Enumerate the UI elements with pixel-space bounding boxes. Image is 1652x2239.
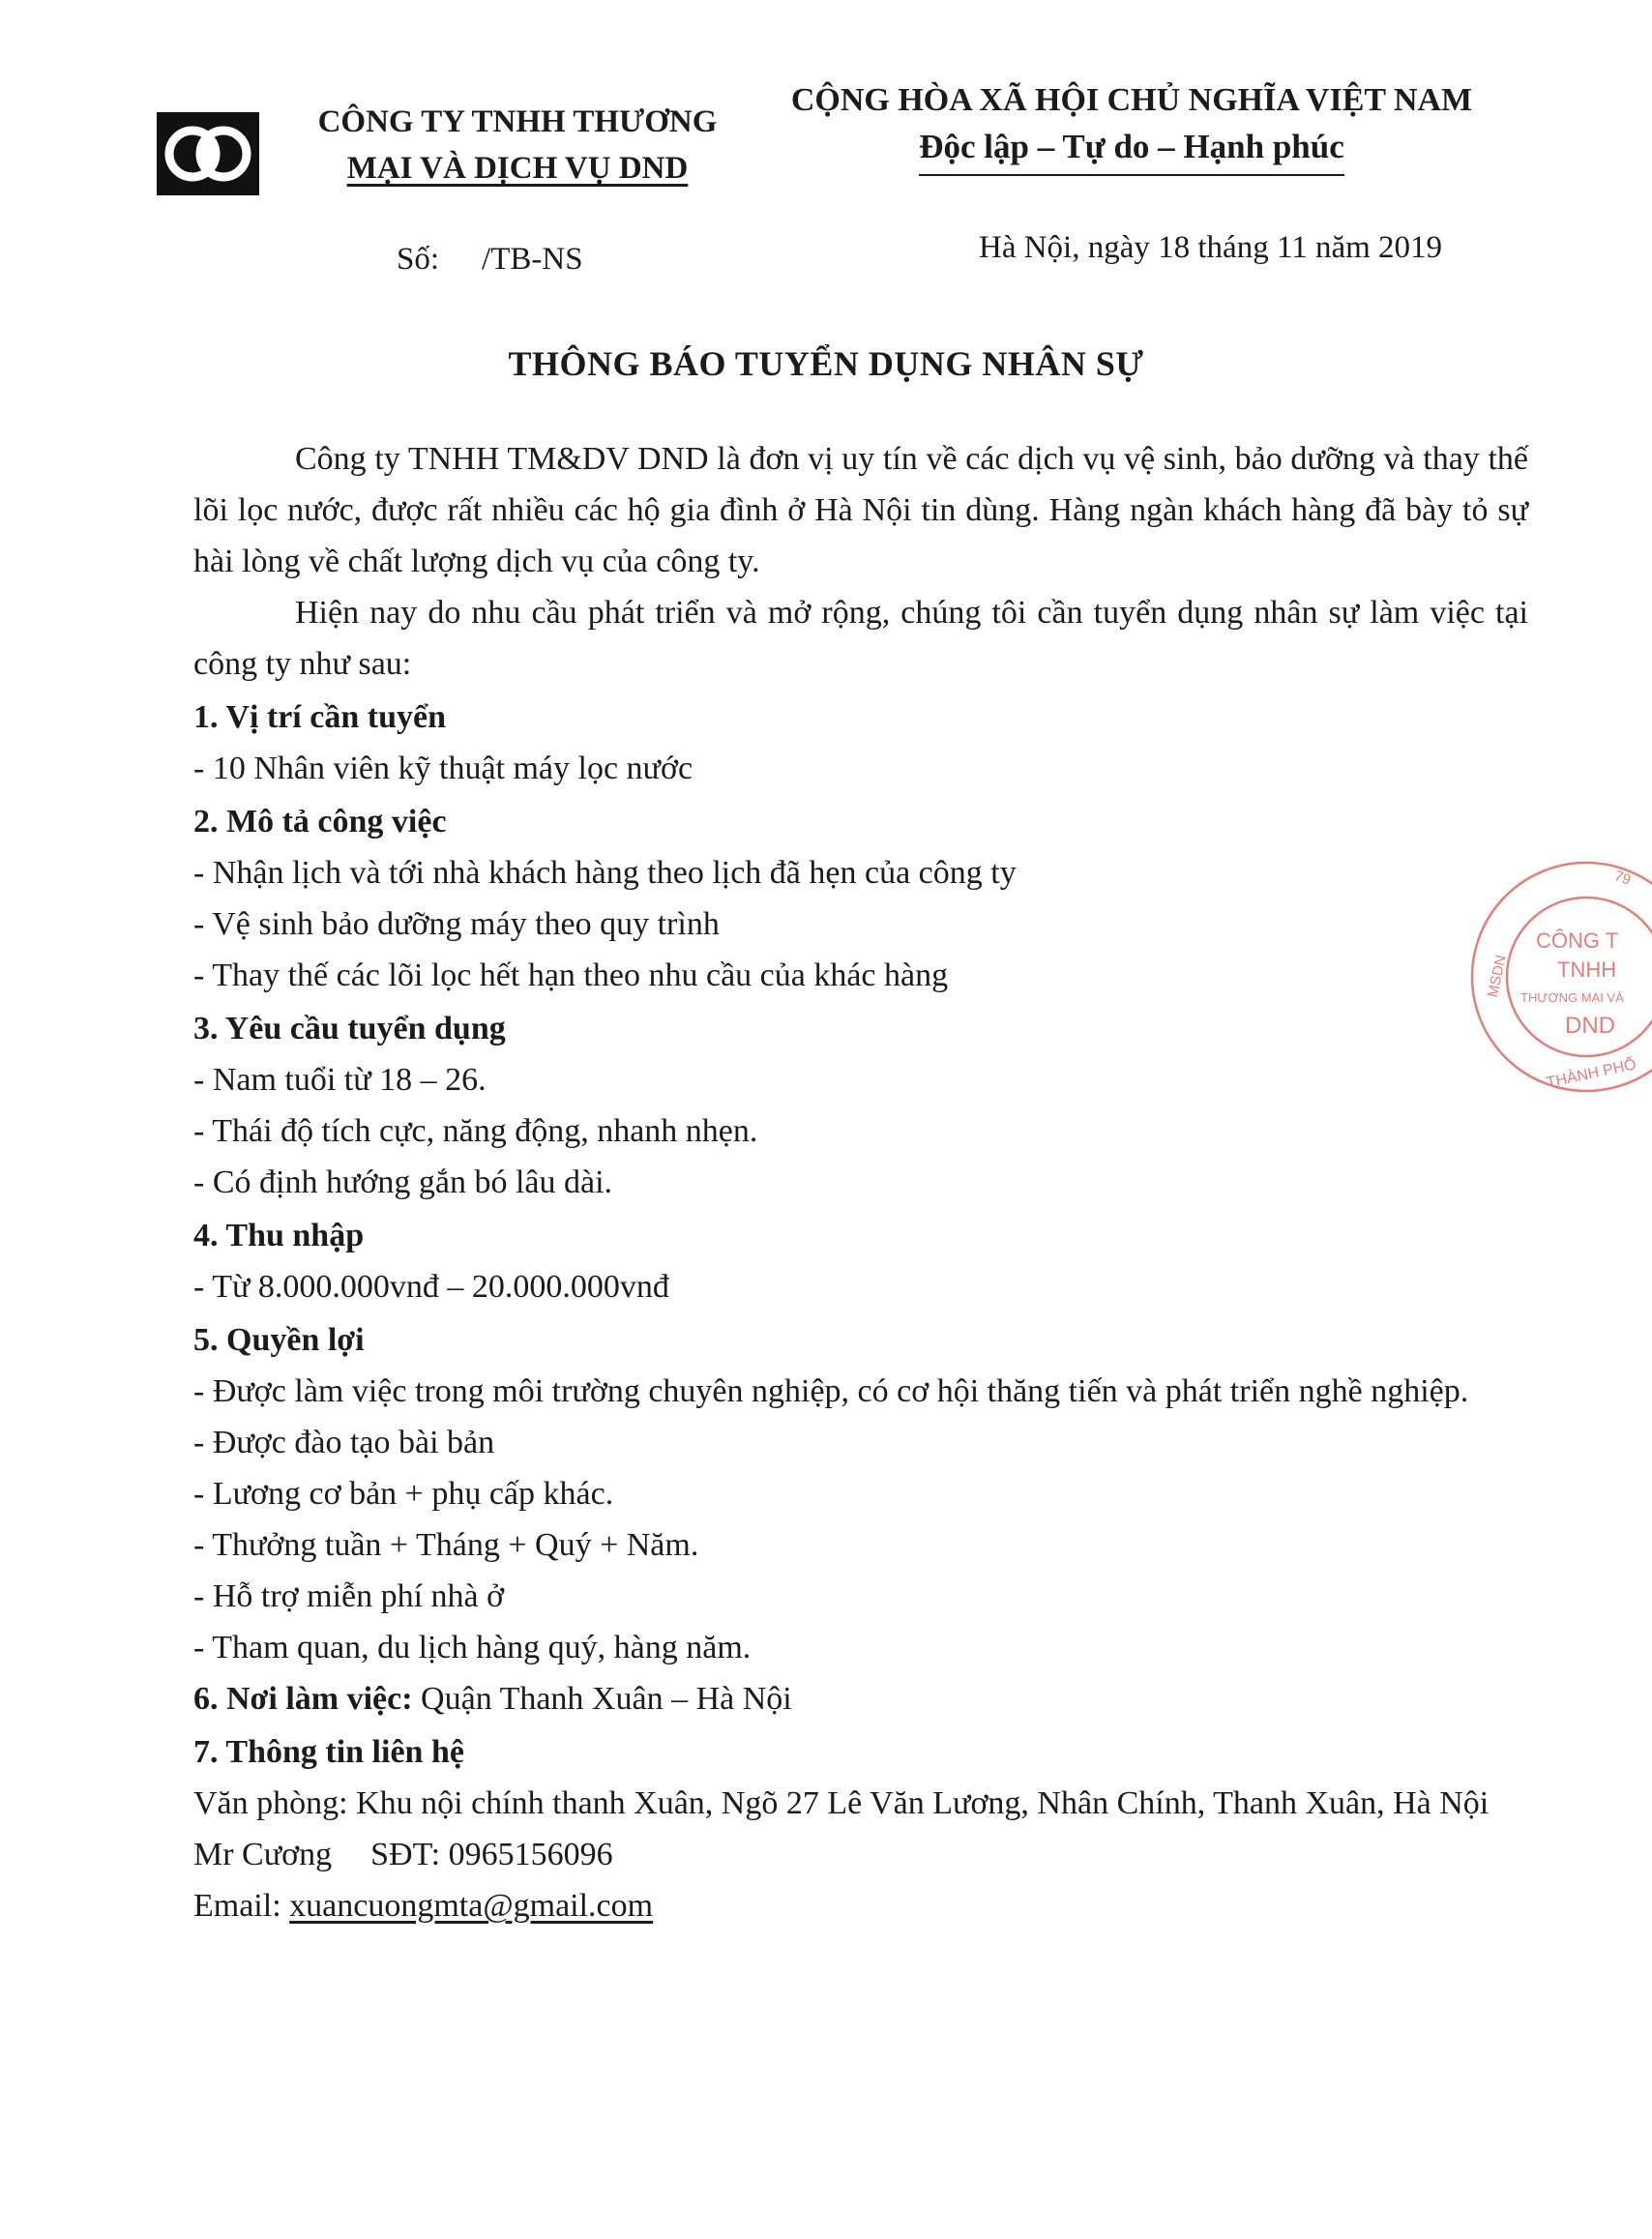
list-item: - Được đào tạo bài bản: [193, 1425, 495, 1460]
company-name: [290, 99, 745, 191]
document-title: THÔNG BÁO TUYỂN DỤNG NHÂN SỰ: [508, 344, 1144, 383]
workplace-line: [193, 1673, 1528, 1724]
contact-name: Mr Cương: [193, 1837, 333, 1872]
stamp-ring-left: MSDN: [1484, 953, 1510, 999]
list-item: - Được làm việc trong môi trường chuyên nghiệp, có cơ hội thăng tiến và phát triển nghề nghiệp.: [193, 1373, 1469, 1409]
stamp-text-3: THƯƠNG MẠI VÀ: [1520, 990, 1624, 1005]
contact-phone: SĐT: 0965156096: [370, 1837, 613, 1872]
email-link[interactable]: xuancuongmta@gmail.com: [289, 1888, 654, 1924]
section-heading-4: 4. Thu nhập: [193, 1218, 365, 1253]
stamp-text-1: CÔNG T: [1536, 928, 1619, 953]
section-heading-3: 3. Yêu cầu tuyển dụng: [193, 1011, 506, 1046]
dnd-logo-icon: [163, 118, 252, 190]
list-item: - Nam tuổi từ 18 – 26.: [193, 1062, 487, 1098]
list-item: - 10 Nhân viên kỹ thuật máy lọc nước: [193, 751, 693, 786]
intro-paragraph-2: Hiện nay do nhu cầu phát triển và mở rộng, chúng tôi cần tuyển dụng nhân sự làm việc tại công ty như sau:: [193, 595, 1528, 682]
section-heading-6: 6. Nơi làm việc:: [193, 1681, 413, 1717]
contact-line: [193, 1829, 1528, 1880]
list-item: - Vệ sinh bảo dưỡng máy theo quy trình: [193, 906, 720, 942]
list-item: - Có định hướng gắn bó lâu dài.: [193, 1164, 613, 1200]
section-heading-2: 2. Mô tả công việc: [193, 804, 447, 840]
list-item: - Nhận lịch và tới nhà khách hàng theo lịch đã hẹn của công ty: [193, 855, 1017, 891]
intro-paragraph-1: Công ty TNHH TM&DV DND là đơn vị uy tín về các dịch vụ vệ sinh, bảo dưỡng và thay thế lõi lọc nước, được rất nhiều các hộ gia đình ở Hà Nội tin dùng. Hàng ngàn khách hàng đã bày tỏ sự hài lòng về chất lượng dịch vụ của công ty.: [193, 441, 1528, 579]
office-address: Văn phòng: Khu nội chính thanh Xuân, Ngõ 27 Lê Văn Lương, Nhân Chính, Thanh Xuân, Hà Nội: [193, 1785, 1490, 1821]
document-body: [193, 433, 1528, 1931]
list-item: - Thái độ tích cực, năng động, nhanh nhẹn.: [193, 1113, 758, 1149]
number-code: /TB-NS: [482, 242, 583, 277]
list-item: - Lương cơ bản + phụ cấp khác.: [193, 1476, 614, 1512]
company-logo: [157, 112, 259, 195]
section-heading-7: 7. Thông tin liên hệ: [193, 1734, 464, 1770]
workplace-value: Quận Thanh Xuân – Hà Nội: [412, 1681, 792, 1717]
document-number: [397, 242, 583, 278]
email-label: Email:: [193, 1888, 290, 1924]
number-label: Số:: [397, 242, 440, 277]
stamp-ring-bottom: THÀNH PHỐ: [1545, 1056, 1638, 1092]
nation-title: CỘNG HÒA XÃ HỘI CHỦ NGHĨA VIỆT NAM: [790, 82, 1473, 118]
document-date: Hà Nội, ngày 18 tháng 11 năm 2019: [979, 230, 1443, 265]
stamp-text-4: DND: [1565, 1013, 1615, 1039]
section-heading-5: 5. Quyền lợi: [193, 1322, 365, 1358]
list-item: - Tham quan, du lịch hàng quý, hàng năm.: [193, 1630, 752, 1665]
stamp-text-2: TNHH: [1557, 957, 1617, 982]
list-item: - Hỗ trợ miễn phí nhà ở: [193, 1578, 505, 1614]
company-stamp: [1451, 851, 1652, 1103]
section-heading-1: 1. Vị trí cần tuyển: [193, 699, 446, 735]
list-item: - Thay thế các lõi lọc hết hạn theo nhu cầu của khác hàng: [193, 957, 949, 993]
national-heading: [764, 77, 1499, 176]
nation-motto: Độc lập – Tự do – Hạnh phúc: [919, 124, 1344, 176]
company-name-line2: MẠI VÀ DỊCH VỤ DND: [346, 151, 689, 186]
stamp-ring-top: 79: [1611, 868, 1634, 889]
email-line: [193, 1880, 1528, 1931]
list-item: - Thưởng tuần + Tháng + Quý + Năm.: [193, 1527, 699, 1563]
list-item: - Từ 8.000.000vnđ – 20.000.000vnđ: [193, 1269, 669, 1305]
company-name-line1: CÔNG TY TNHH THƯƠNG: [317, 104, 718, 139]
